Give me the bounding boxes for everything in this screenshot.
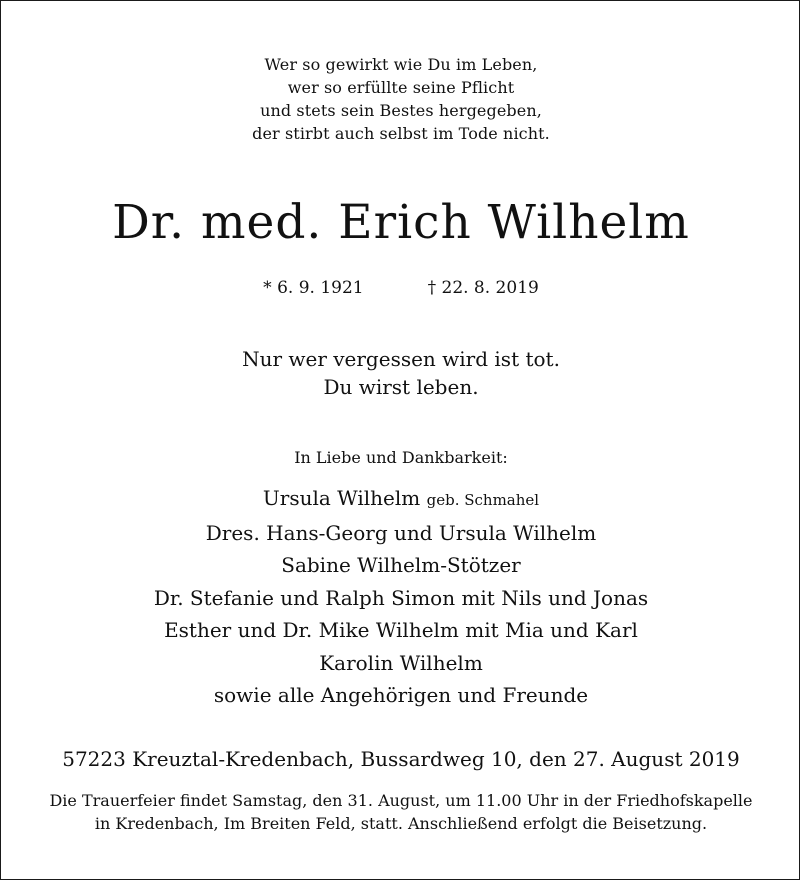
poem-line: Wer so gewirkt wie Du im Leben, [264,55,538,74]
life-dates [1,277,800,299]
poem-line: wer so erfüllte seine Pflicht [287,78,515,97]
mourner-row: Dr. Stefanie und Ralph Simon mit Nils und Jonas [153,585,649,610]
deceased-name: Dr. med. Erich Wilhelm [112,195,690,250]
death-date: † 22. 8. 2019 [427,278,539,298]
maiden-name: geb. Schmahel [426,491,540,509]
poem [1,53,800,145]
motto [1,345,800,401]
mourner-row: Sabine Wilhelm-Stötzer [281,553,521,577]
poem-line: der stirbt auch selbst im Tode nicht. [252,124,550,143]
poem-line: und stets sein Bestes hergegeben, [260,101,542,120]
mourner-row: Karolin Wilhelm [319,650,483,675]
mourner-row: Esther und Dr. Mike Wilhelm mit Mia und Karl [164,618,638,642]
address-line: 57223 Kreuztal-Kredenbach, Bussardweg 10, den 27. August 2019 [62,747,740,771]
birth-date: * 6. 9. 1921 [263,278,364,298]
motto-line: Du wirst leben. [323,375,479,399]
mourner-row [1,482,800,517]
mourner-row: Dres. Hans-Georg und Ursula Wilhelm [205,520,597,545]
mourner-name: Ursula Wilhelm [262,486,421,510]
ceremony-line: in Kredenbach, Im Breiten Feld, statt. Anschließend erfolgt die Beisetzung. [94,814,708,833]
ceremony-info [1,789,800,835]
ceremony-line: Die Trauerfeier findet Samstag, den 31. August, um 11.00 Uhr in der Friedhofskapelle [49,791,753,810]
mourner-row: sowie alle Angehörigen und Freunde [213,683,589,707]
mourners-list [1,482,800,712]
thanks-intro: In Liebe und Dankbarkeit: [294,448,508,467]
motto-line: Nur wer vergessen wird ist tot. [242,347,560,371]
